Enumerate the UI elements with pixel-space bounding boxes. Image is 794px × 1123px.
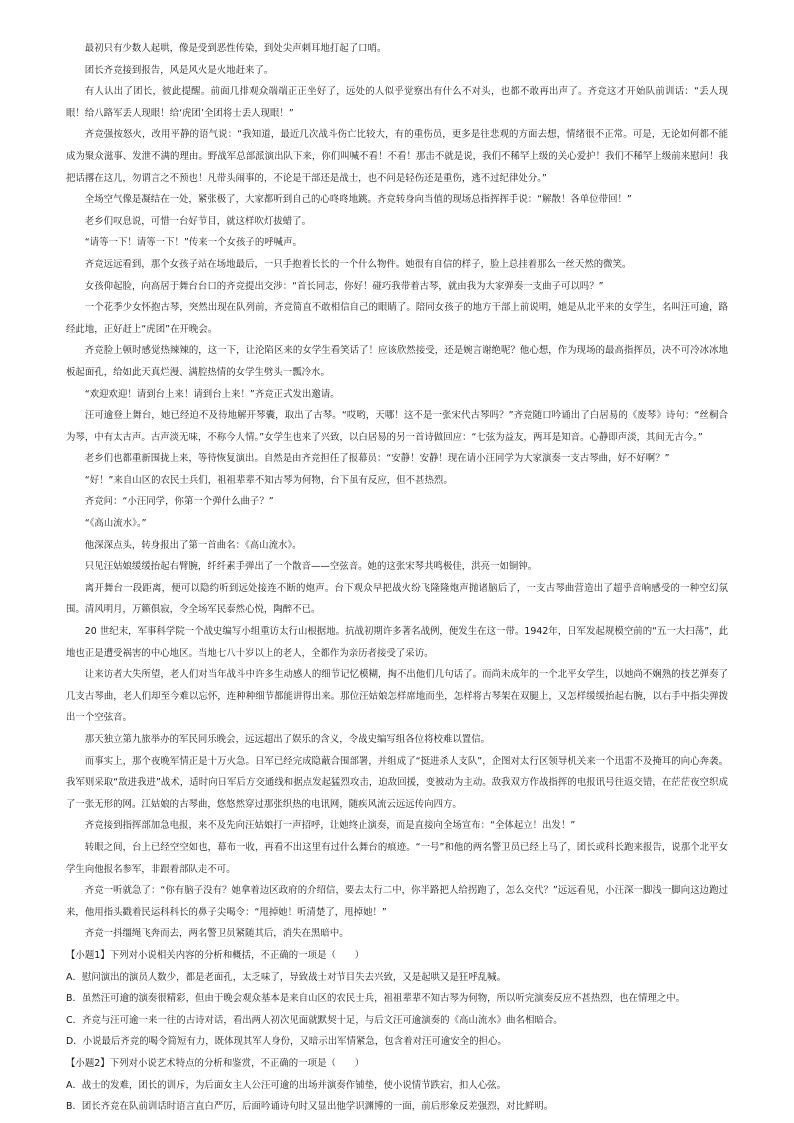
body-paragraph: 全场空气像是凝结在一处，紧张极了，大家都听到自己的心咚咚地跳。齐竞转身向当值的现场总指挥挥手说：“解散！各单位带回！” [84,194,632,206]
body-paragraph: 他深深点头，转身报出了第一首曲名：《高山流水》。 [84,539,302,551]
body-paragraph: 一个花季少女怀抱古琴，突然出现在队列前，齐竞简直不敢相信自己的眼睛了。陪同女孩子的地方干部上前说明，她是从北平来的女学生，名叫汪可逾，路经此地，正好赶上“虎团”在开晚会。 [66,302,728,335]
question-line: A．慰问演出的演员人数少，都是老面孔，太乏味了，导致战士对节目失去兴致，又是起哄又是狂呼乱喊。 [66,971,507,983]
body-paragraph: 离开舞台一段距离，便可以隐约听到远处接连不断的炮声。台下观众早把战火纷飞隆隆炮声抛诸脑后了，一支古琴曲营造出了超乎音响感受的一种空幻氛围。清风明月，万籁俱寂，令全场军民泰然心悦，陶醉不已。 [66,582,728,616]
question-line: A．战士的发难，团长的训斥，为后面女主人公汪可逾的出场并演奏作铺垫，使小说情节跌宕，扣人心弦。 [66,1079,507,1091]
body-paragraph: 齐竞接到指挥部加急电报，来不及先向汪姑娘打一声招呼，让她终止演奏，而是直接向全场宣布：“全体起立！出发！” [84,820,576,832]
body-paragraph: 而事实上，那个夜晚军情正是十万火急。日军已经完成隐蔽合围部署，并组成了“挺进杀人支队”，企图对太行区领导机关来一个迅雷不及掩耳的向心奔袭。我军则采取“敌进我进”战术，适时向日军后方交通线和据点发起猛烈攻击，迫敌回援，变被动为主动。敌我双方作战指挥的电报讯号往返交错，在茫茫夜空织成了一张无形的网。江姑娘的古琴曲，悠悠然穿过那张织热的电讯网，随疾风流云远远传向四方。 [66,755,728,810]
body-paragraph: 齐竞问：“小汪同学，你第一个弹什么曲子？” [84,496,274,508]
body-paragraph: 齐竞一抖缰绳飞奔而去，两名警卫员紧随其后，消失在黑暗中。 [84,928,349,940]
question-line: 【小题2】下列对小说艺术特点的分析和鉴赏，不正确的一项是（ ） [66,1057,365,1069]
body-paragraph: “好！”来自山区的农民士兵们，祖祖辈辈不知古琴为何物，台下虽有反应，但不甚热烈。 [84,474,453,486]
question-line: 【小题1】下列对小说相关内容的分析和概括，不正确的一项是（ ） [66,949,365,961]
body-paragraph: 齐竞强按怒火，改用平静的语气说：“我知道，最近几次战斗伤亡比较大，有的重伤员，更多是往悲观的方面去想，情绪很不正常。可是，无论如何都不能成为聚众滋事、发泄不满的理由。野战军总部派演出队下来，你们叫喊不看！不看！那击不就是说，我们不稀罕上级的关心爱护！我们不稀罕上级前来慰问！我把话撂在这儿，勿谓言之不预也！凡带头闹事的，不论是干部还是战士，也不问是轻伤还是重伤，逃不过纪律处分。” [66,129,728,184]
document-page [66,38,728,1118]
body-paragraph: 那天独立第九旅举办的军民同乐晚会，远远超出了娱乐的含义，令战史编写组各位将校难以置信。 [84,734,491,745]
body-paragraph: 转眼之间，台上已经空空如也，幕布一收，再看不出这里有过什么舞台的痕迹。“一号”和他的两名警卫员已经上马了，团长或科长跑来报告，说那个北平女学生向他报名参军，非跟着部队走不可。 [66,841,728,875]
body-paragraph: 20 世纪末，军事科学院一个战史编写小组重访太行山根据地。抗战初期许多著名战例，便发生在这一带。1942年，日军发起规模空前的“五一大扫荡”，此地也正是遭受祸害的中心地区。当地七八十岁以上的老人，全都作为亲历者接受了采访。 [66,626,728,659]
body-paragraph: “欢迎欢迎！请到台上来！请到台上来！”齐竞正式发出邀请。 [84,388,340,400]
body-paragraph: 女孩仰起脸，向高居于舞台台口的齐竞提出交涉：“首长同志，你好！碰巧我带着古琴，就由我为大家弹奏一支曲子可以吗？” [84,280,604,292]
body-paragraph: 齐竞脸上顿时感觉热辣辣的，这一下，让沦陷区来的女学生看笑话了！应该欣然接受，还是婉言谢绝呢？他心想，作为现场的最高指挥员，决不可冷冰冰地板起面孔，给如此天真烂漫、满腔热情的女学生劈头一瓢冷水。 [66,345,728,378]
body-paragraph: 团长齐竞接到报告，风是风火是火地赶来了。 [84,64,274,76]
body-paragraph: “《高山流水》。” [84,518,147,530]
body-paragraph: 老乡们叹息说，可惜一台好节目，就这样吹灯拔蜡了。 [84,215,311,227]
body-paragraph: 齐竞一听就急了：“你有脑子没有？她拿着边区政府的介绍信，要去太行二中，你半路把人给拐跑了，怎么交代？”远远看见，小汪深一脚浅一脚向这边跑过来，他用指头戳着民运科科长的鼻子尖喝令：“甩掉她！听清楚了，甩掉她！” [66,885,728,918]
question-line: B．虽然汪可逾的演奏很精彩，但由于晚会观众基本是来自山区的农民士兵，祖祖辈辈不知古琴为何物，所以听完演奏反应不甚热烈，也在情理之中。 [66,993,686,1005]
question-line: D．小说最后齐竞的喝令简短有力，既体现其军人身份，又暗示出军情紧急，包含着对汪可逾安全的担心。 [66,1036,507,1048]
body-paragraph: 老乡们也都重新围拢上来，等待恢复演出。自然是由齐竞担任了报幕员：“安静！安静！现在请小汪同学为大家演奏一支古琴曲，好不好啊？” [84,453,670,465]
question-line: C．齐竞与汪可逾一来一往的古诗对话，看出两人初次见面就默契十足，与后文汪可逾演奏的《高山流水》曲名相暗合。 [66,1014,563,1026]
body-paragraph: 最初只有少数人起哄，像是受到恶性传染，到处尖声刺耳地打起了口哨。 [84,43,387,54]
body-paragraph: 汪可逾登上舞台，她已经迫不及待地解开琴囊，取出了古琴。“哎哟，天哪！这不是一张宋代古琴吗？”齐竞随口吟诵出了白居易的《废琴》诗句：“丝桐合为琴，中有太古声。古声淡无味，不称今人情。”女学生也来了兴致，以白居易的另一首诗做回应：“七弦为益友，两耳是知音。心静即声淡，其间无古今。” [66,410,728,443]
body-paragraph: “请等一下！请等一下！”传来一个女孩子的呼喊声。 [84,237,302,249]
body-paragraph: 有人认出了团长，彼此提醒。前面几排观众端端正正坐好了，远处的人似乎觉察出有什么不对头，也都不敢再出声了。齐竞这才开始队前训话：“丢人现眼！给八路军丢人现眼！给‘虎团’全团将士丢人现眼！” [66,86,728,119]
body-paragraph: 齐竞远远看到，那个女孩子站在场地最后，一只手抱着长长的一个什么物件。她很有自信的样子，脸上总挂着那么一丝天然的微笑。 [84,258,632,270]
body-paragraph: 只见汪姑娘缓缓抬起右臂腕，纤纤素手弹出了一个散音——空弦音。她的这张宋琴共鸣极佳，洪亮一如铜钟。 [84,561,538,573]
question-line: B．团长齐竞在队前训话时语言直白严厉，后面吟诵诗句时又显出他学识渊博的一面，前后形象反差强烈，对比鲜明。 [66,1101,554,1113]
body-paragraph: 让来访者大失所望，老人们对当年战斗中许多生动感人的细节记忆模糊，掏不出他们几句话了。而尚未成年的一个北平女学生，以她尚不娴熟的技艺弹奏了几支古琴曲，老人们却至今难以忘怀，连种种细节都能讲得出来。那位汪姑娘怎样席地而坐，怎样将古琴架在双腿上，又怎样缓缓抬起右腕，以右手中指尖弹拨出一个空弦音。 [66,669,728,724]
